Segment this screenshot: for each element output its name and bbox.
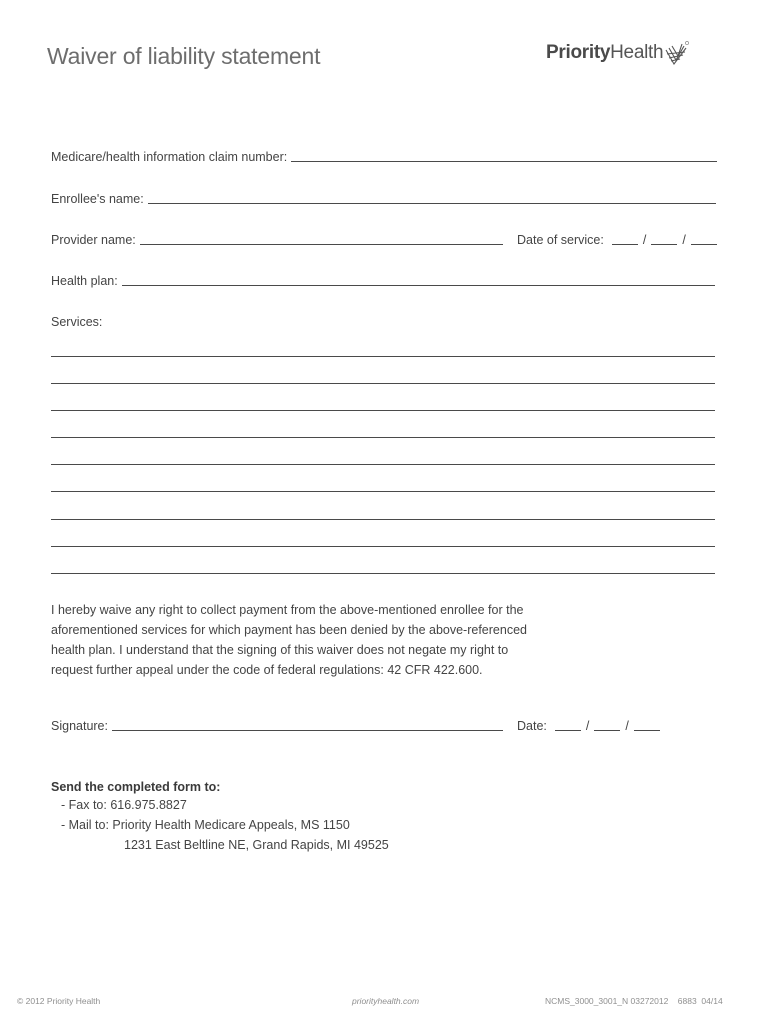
date-of-service-month[interactable]	[612, 244, 638, 245]
signature-label: Signature:	[51, 719, 108, 733]
statement-line: aforementioned services for which payment has been denied by the above-referenced	[51, 623, 527, 637]
services-line[interactable]	[51, 464, 715, 465]
claim-number-field[interactable]	[51, 150, 717, 164]
health-plan-line[interactable]	[122, 285, 715, 286]
statement-line: request further appeal under the code of federal regulations: 42 CFR 422.600.	[51, 663, 483, 677]
logo-grid-mark-icon	[664, 40, 690, 68]
enrollee-name-line[interactable]	[148, 203, 716, 204]
date-separator: /	[625, 719, 629, 733]
enrollee-name-label: Enrollee's name:	[51, 192, 144, 206]
date-of-service-field[interactable]	[517, 233, 717, 247]
statement-line: health plan. I understand that the signing of this waiver does not negate my right to	[51, 643, 509, 657]
fax-instruction: - Fax to: 616.975.8827	[61, 798, 187, 812]
statement-line: I hereby waive any right to collect payment from the above-mentioned enrollee for the	[51, 603, 524, 617]
provider-name-line[interactable]	[140, 244, 503, 245]
date-of-service-label: Date of service:	[517, 233, 604, 247]
signature-line[interactable]	[112, 730, 503, 731]
services-line[interactable]	[51, 356, 715, 357]
health-plan-label: Health plan:	[51, 274, 118, 288]
priority-health-logo	[546, 38, 690, 68]
footer-url[interactable]: priorityhealth.com	[352, 996, 420, 1006]
services-line[interactable]	[51, 410, 715, 411]
services-line[interactable]	[51, 491, 715, 492]
logo-wordmark: PriorityHealth	[546, 42, 664, 63]
claim-number-line[interactable]	[291, 161, 717, 162]
date-separator: /	[642, 233, 647, 247]
send-to-heading: Send the completed form to:	[51, 780, 221, 794]
services-label: Services:	[51, 315, 103, 329]
provider-name-field[interactable]	[51, 233, 503, 247]
services-line[interactable]	[51, 573, 715, 574]
date-separator: /	[585, 719, 590, 733]
date-label: Date:	[517, 719, 547, 733]
date-separator: /	[682, 233, 686, 247]
footer-form-code: NCMS_3000_3001_N 03272012 6883 04/14	[545, 996, 723, 1006]
signature-field[interactable]	[51, 719, 503, 733]
footer-copyright: © 2012 Priority Health	[17, 996, 101, 1006]
enrollee-name-field[interactable]	[51, 192, 716, 206]
mail-instruction: - Mail to: Priority Health Medicare Appeals, MS 1150	[61, 818, 350, 832]
services-line[interactable]	[51, 519, 715, 520]
signature-date-field[interactable]	[517, 719, 660, 733]
services-line[interactable]	[51, 437, 715, 438]
services-line[interactable]	[51, 383, 715, 384]
date-day[interactable]	[594, 730, 620, 731]
date-month[interactable]	[555, 730, 581, 731]
mail-address: 1231 East Beltline NE, Grand Rapids, MI 49525	[124, 838, 389, 852]
provider-name-label: Provider name:	[51, 233, 136, 247]
page-title: Waiver of liability statement	[47, 43, 321, 69]
date-of-service-year[interactable]	[691, 244, 717, 245]
date-year[interactable]	[634, 730, 660, 731]
waiver-statement	[51, 600, 671, 680]
services-line[interactable]	[51, 546, 715, 547]
health-plan-field[interactable]	[51, 274, 715, 288]
claim-number-label: Medicare/health information claim number:	[51, 150, 288, 164]
date-of-service-day[interactable]	[651, 244, 677, 245]
